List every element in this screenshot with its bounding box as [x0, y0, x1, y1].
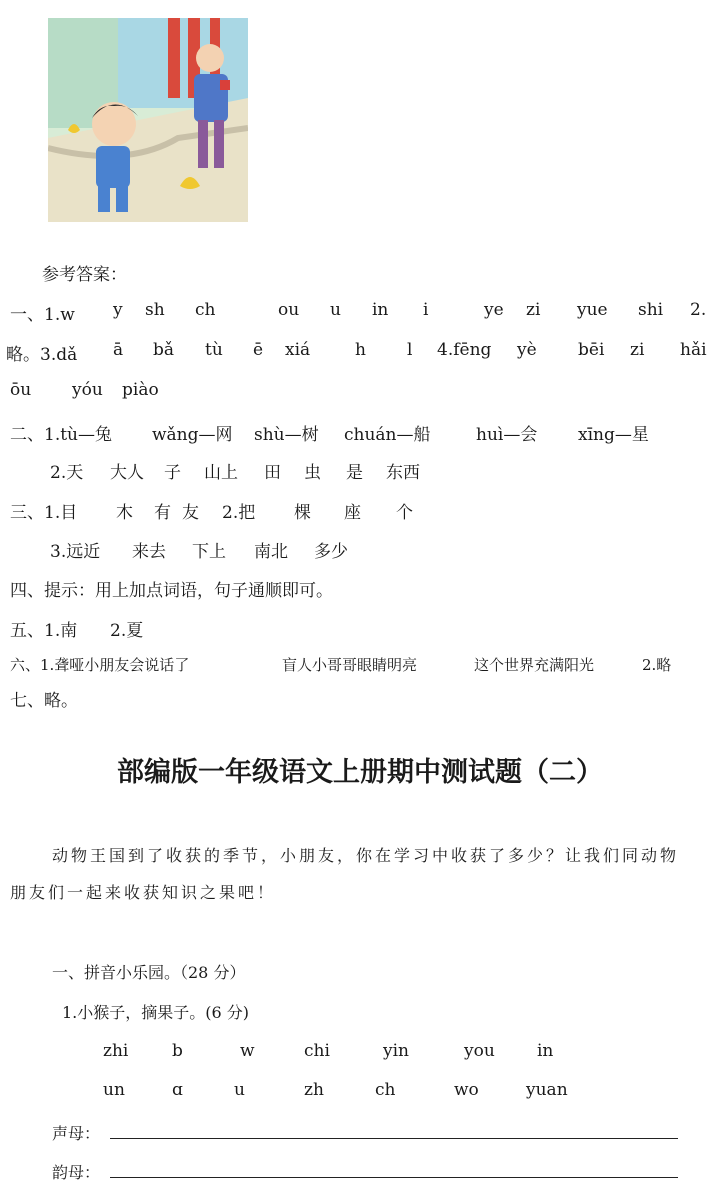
- cartoon-illustration: [48, 18, 248, 222]
- answer-sec4: 四、提示：用上加点词语，句子通顺即可。: [10, 581, 333, 601]
- yunmu-answer-line[interactable]: [110, 1161, 678, 1178]
- test-title: 部编版一年级语文上册期中测试题（二）: [117, 757, 603, 788]
- shengmu-answer-line[interactable]: [110, 1122, 678, 1139]
- q1-heading: 1.小猴子，摘果子。(6 分): [62, 1003, 250, 1022]
- answer-sec7: 七、略。: [10, 691, 78, 711]
- yunmu-label: 韵母：: [52, 1163, 101, 1182]
- intro-line-1: 动物王国到了收获的季节，小朋友，你在学习中收获了多少？让我们同动物: [52, 846, 680, 865]
- shengmu-label: 声母：: [52, 1124, 101, 1143]
- part1-heading: 一、拼音小乐园。（28 分）: [52, 963, 246, 982]
- intro-line-2: 朋友们一起来收获知识之果吧！: [10, 883, 277, 902]
- answers-heading: 参考答案：: [42, 265, 127, 285]
